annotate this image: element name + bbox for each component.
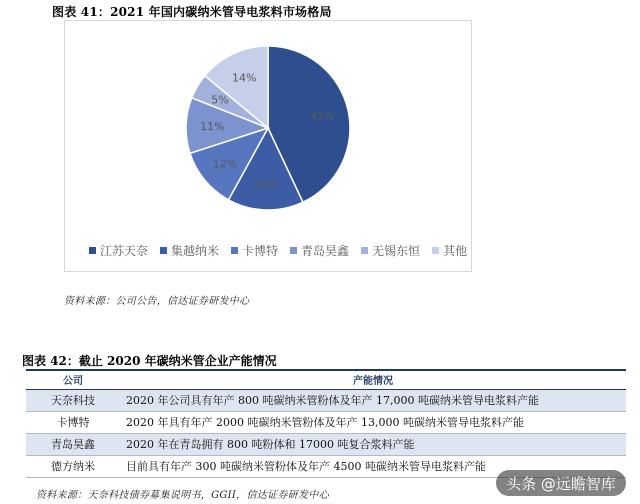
legend-item-0 xyxy=(89,242,148,259)
legend-swatch xyxy=(160,247,167,254)
table-row xyxy=(26,433,626,455)
pie-slice-label-5: 14% xyxy=(232,71,257,85)
legend-swatch xyxy=(290,247,297,254)
pie-chart xyxy=(65,21,473,236)
legend-item-5 xyxy=(432,242,467,259)
company-cell: 青岛昊鑫 xyxy=(26,433,120,455)
legend-swatch xyxy=(361,247,368,254)
pie-slice-label-2: 12% xyxy=(212,157,238,171)
legend-swatch xyxy=(89,247,96,254)
legend-label: 无锡东恒 xyxy=(372,244,421,258)
table-row xyxy=(26,411,626,433)
pie-chart-frame xyxy=(64,20,472,272)
company-cell: 卡博特 xyxy=(26,411,120,433)
company-cell: 天奈科技 xyxy=(26,389,120,411)
legend-label: 集越纳米 xyxy=(171,244,220,258)
chart-legend xyxy=(89,242,468,259)
legend-label: 卡博特 xyxy=(242,244,279,258)
legend-label: 青岛昊鑫 xyxy=(301,244,350,258)
figure-41-source: 资料来源：公司公告，信达证券研发中心 xyxy=(64,296,250,307)
company-cell: 德方纳米 xyxy=(26,455,120,477)
column-header-company: 公司 xyxy=(26,371,120,389)
figure-41-title: 图表 41：2021 年国内碳纳米管导电浆料市场格局 xyxy=(52,5,332,19)
capacity-cell: 2020 年公司具有年产 800 吨碳纳米管粉体及年产 17,000 吨碳纳米管导电浆料产能 xyxy=(120,389,626,411)
legend-swatch xyxy=(432,247,439,254)
capacity-table xyxy=(26,371,626,478)
figure-42-source: 资料来源：天奈科技债券募集说明书，GGII，信达证券研发中心 xyxy=(36,490,329,501)
capacity-cell: 2020 年具有年产 2000 吨碳纳米管粉体及年产 13,000 吨碳纳米管导电浆料产能 xyxy=(120,411,626,433)
legend-swatch xyxy=(231,247,238,254)
pie-slice-label-3: 11% xyxy=(200,120,225,134)
legend-label: 其他 xyxy=(443,244,468,258)
legend-item-2 xyxy=(231,242,278,259)
legend-label: 江苏天奈 xyxy=(100,244,149,258)
pie-slice-label-1: 15% xyxy=(254,177,279,191)
figure-42-title: 图表 42：截止 2020 年碳纳米管企业产能情况 xyxy=(22,354,277,368)
pie-slice-label-0: 43% xyxy=(310,109,335,123)
table-header-row xyxy=(26,371,626,389)
legend-item-1 xyxy=(160,242,219,259)
column-header-capacity: 产能情况 xyxy=(120,371,626,389)
pie-slice-label-4: 5% xyxy=(211,93,229,107)
capacity-cell: 2020 年在青岛拥有 800 吨粉体和 17000 吨复合浆料产能 xyxy=(120,433,626,455)
legend-item-3 xyxy=(290,242,349,259)
table-row xyxy=(26,389,626,411)
watermark-badge: 头条 @远瞻智库 xyxy=(496,470,626,496)
capacity-cell: 目前具有年产 300 吨碳纳米管粉体及年产 4500 吨碳纳米管导电浆料产能 xyxy=(120,455,626,477)
legend-item-4 xyxy=(361,242,420,259)
